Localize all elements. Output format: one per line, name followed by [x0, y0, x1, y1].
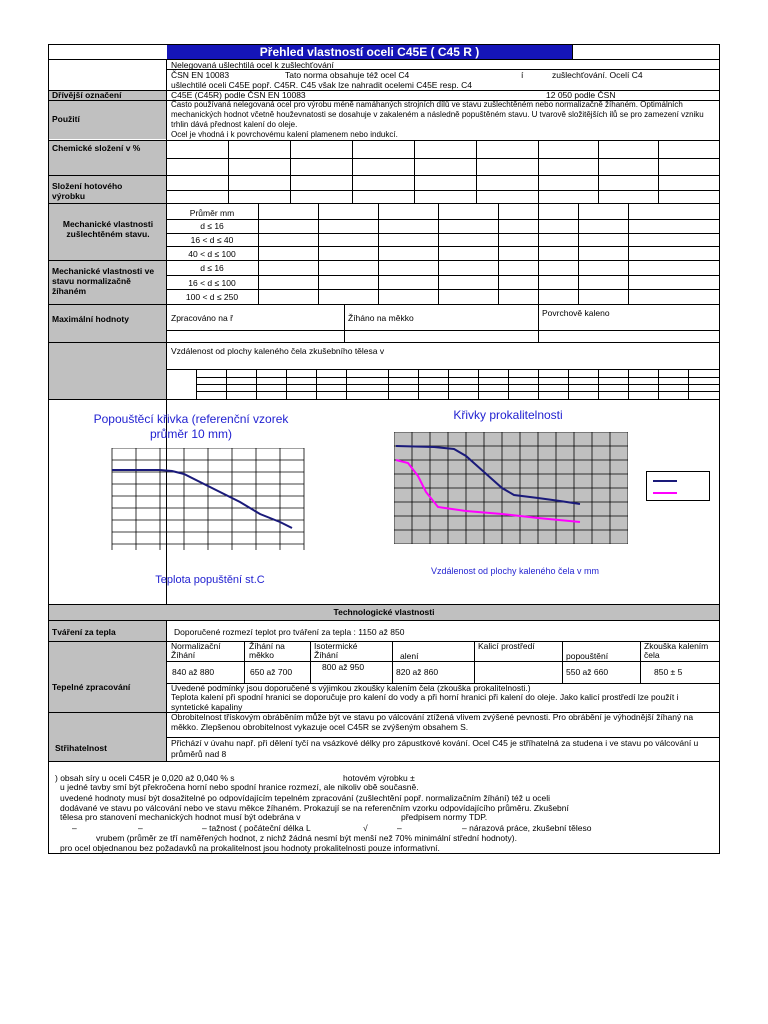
footnote-notch: vrubem (průměr ze tří naměřených hodnot, z nichž žádná nesmí být menší než 70% minimální střední hodnoty).	[96, 833, 517, 843]
hardenability-chart	[394, 432, 628, 544]
footnote-values-3: tělesa pro stanovení mechanických hodnot musí být odebrána v	[60, 812, 301, 822]
tempering-curve	[112, 470, 292, 528]
ht-note-2: Teplota kalení při spodní hranici se doporučuje pro kalení do vody a při horní hranici při kalení do oleje. Jako kalicí prostředí lze použít i syntetické kapaliny	[171, 692, 679, 712]
ht-note-1: Uvedené podmínky jsou doporučené s výjimkou zkoušky kalením čela (zkouška prokalitelnosti.)	[171, 683, 531, 693]
mech-norm-row-2: 100 < d ≤ 250	[185, 292, 239, 302]
heat-treatment-label: Tepelné zpracování	[52, 682, 131, 692]
ht-header-5: popouštění	[566, 651, 609, 661]
hardenability-chart-xlabel: Vzdálenost od plochy kaleného čela v mm	[430, 566, 600, 576]
ht-header-1: Žíhání na měkko	[249, 641, 285, 660]
ht-value-5: 550 až 660	[566, 667, 609, 677]
standard-note-end: zušlechťování. Ocelí C4	[552, 70, 643, 80]
ht-value-1: 650 až 700	[250, 667, 293, 677]
title-blue	[167, 45, 572, 59]
chem-label: Chemické složení v %	[52, 143, 141, 153]
footnote-values-2: dodávané ve stavu po válcování nebo ve stavu měkce žíhaném. Prokazují se na referenčním vzorku odpovídajícího průměru. Zkušební	[60, 803, 569, 813]
max-values-label: Maximální hodnoty	[52, 314, 129, 324]
mech-norm-row-0: d ≤ 16	[200, 263, 224, 273]
ht-value-2: 800 až 950	[322, 662, 365, 672]
footnote-hardenability: pro ocel objednanou bez požadavků na prokalitelnost jsou hodnoty prokalitelnosti pouze informativní.	[60, 843, 440, 853]
tempering-chart-title: Popouštěcí křivka (referenční vzorek průměr 10 mm)	[93, 412, 289, 441]
legend-line-min	[653, 492, 677, 494]
ht-value-6: 850 ± 5	[654, 667, 683, 677]
mech-qt-label: Mechanické vlastnosti zušlechtěném stavu.	[62, 219, 154, 239]
page-title: Přehled vlastností oceli C45E ( C45 R )	[259, 45, 480, 59]
ht-header-4: Kalicí prostředí	[478, 641, 535, 651]
standard-note: Tato norma obsahuje též ocel C4	[285, 70, 410, 80]
mech-norm-label: Mechanické vlastnosti ve stavu normalizačně žíhaném	[52, 266, 155, 296]
footnote-impact: – nárazová práce, zkušební těleso	[462, 823, 592, 833]
footnote-dash-1: –	[72, 823, 77, 833]
usage-text: Často používaná nelegovaná ocel pro výrobu méně namáhaných strojních dílů ve stavu zušlechtěném nebo normalizačně žíhaném. Optimálních mechanických hodnot včetně houževnatosti se dosahuje v zakaleném a následně popuštěném stavu. U tvarově složitějších ilů se pro zamezení vzniku trhlin dává přednost kalení do oleje.	[171, 100, 704, 129]
footnote-dash-3: –	[397, 823, 402, 833]
ht-header-2: Isotermické Žíhání	[314, 641, 358, 660]
footnote-elongation: – tažnost ( počáteční délka L	[202, 823, 311, 833]
hardenability-chart-title: Křivky prokalitelnosti	[453, 408, 563, 422]
standard-number: ČSN EN 10083	[171, 70, 230, 80]
machinability-text: Obrobitelnost třískovým obráběním může být ve stavu po válcování ztížená vlivem zvýšené pevnosti. Pro obrábění je výhodnější žíhaný na měkko. Zlepšenou obrobitelnost vykazuje ocel C45R se zvýšeným obsahem S.	[171, 712, 694, 732]
hardenability-text: Vzdálenost od plochy kaleného čela zkušebního tělesa v	[171, 346, 385, 356]
shearability-label: Střihatelnost	[55, 743, 107, 753]
steel-type: Nelegovaná ušlechtilá ocel k zušlechťování	[171, 60, 334, 70]
forming-label: Tváření za tepla	[52, 627, 116, 637]
former-designation-csn: 12 050 podle ČSN	[546, 90, 616, 100]
tech-title: Technologické vlastnosti	[333, 607, 435, 617]
footnote-sulfur-end: hotovém výrobku ±	[343, 773, 415, 783]
ht-header-3: alení	[400, 651, 419, 661]
ht-value-0: 840 až 880	[172, 667, 215, 677]
standard-note-part: í	[521, 70, 524, 80]
product-label: Složení hotového výrobku	[52, 181, 123, 201]
tempering-chart-xlabel: Teplota popuštění st.C	[155, 574, 265, 586]
max-col-surface: Povrchově kaleno	[542, 308, 610, 318]
title-bar	[49, 45, 719, 59]
footnote-heat: u jedné tavby smí být překročena horní nebo spodní hranice rozmezí, ale nikoliv obě současně.	[60, 782, 419, 792]
legend-line-max	[653, 480, 677, 482]
mech-norm-row-1: 16 < d ≤ 100	[188, 278, 236, 288]
usage-text2: Ocel je vhodná i k povrchovému kalení plamenem nebo indukcí.	[171, 130, 398, 139]
ht-header-6: Zkouška kalením čela	[644, 641, 709, 660]
max-col-annealed: Žíháno na měkko	[348, 313, 414, 323]
mech-qt-row-3: 40 < d ≤ 100	[188, 249, 236, 259]
forming-text: Doporučené rozmezí teplot pro tváření za tepla : 1150 až 850	[174, 627, 405, 637]
footnote-values-1: uvedené hodnoty musí být dosažitelné po odpovídajícím tepelném zpracování (zušlechtění popř. normalizačním žíhání) též u oceli	[60, 793, 550, 803]
footnote-dash-2: –	[138, 823, 143, 833]
mech-qt-row-0: Průměr mm	[189, 208, 235, 218]
ht-header-0: Normalizační Žíhání	[171, 641, 221, 660]
footnote-sqrt: √	[363, 823, 368, 833]
tempering-chart	[108, 448, 308, 552]
former-designation-label: Dřívější označení	[52, 90, 122, 100]
standard-note-line2: ušlechtilé oceli C45E popř. C45R. C45 však lze nahradit ocelemi C45E resp. C4	[171, 80, 472, 90]
hardenability-legend	[646, 471, 710, 501]
former-designation-value: C45E (C45R) podle ČSN EN 10083	[171, 90, 306, 100]
footnote-values-4: předpisem normy TDP.	[401, 812, 488, 822]
usage-label: Použití	[52, 114, 80, 124]
footnote-sulfur: ) obsah síry u oceli C45R je 0,020 až 0,040 % s	[55, 773, 235, 783]
max-col-treated: Zpracováno na ř	[171, 313, 233, 323]
mech-qt-row-2: 16 < d ≤ 40	[190, 235, 234, 245]
shearability-text: Přichází v úvahu např. při dělení tyčí na vsázkové délky pro zápustkové kování. Ocel C45 je stříhatelná za studena i ve stavu po válcování u průměrů nad 8	[171, 738, 699, 759]
mech-qt-row-1: d ≤ 16	[200, 221, 224, 231]
ht-value-3: 820 až 860	[396, 667, 439, 677]
